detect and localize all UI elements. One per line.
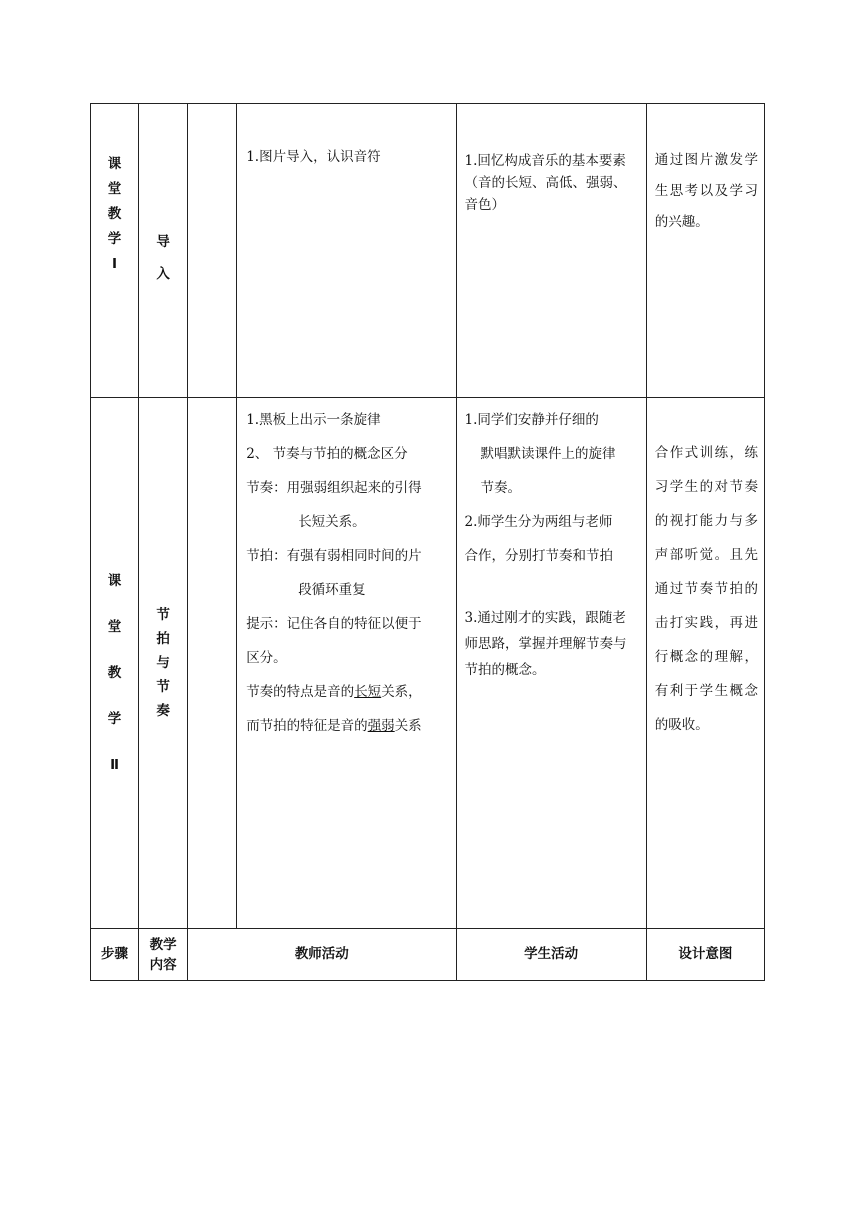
teacher-text: 节奏的特点是音的 — [246, 684, 355, 700]
lesson-plan-table — [90, 103, 765, 981]
student-line: 默唱默读课件上的旋律 — [480, 446, 616, 462]
header-design: 设计意图 — [646, 929, 764, 981]
step-char: Ⅱ — [110, 757, 119, 773]
teacher-text: 关系， — [381, 684, 422, 700]
teacher-line — [246, 675, 449, 709]
content-char: 入 — [156, 266, 170, 282]
student-activity-intro — [456, 104, 646, 398]
teacher-line: 长短关系。 — [298, 514, 366, 530]
teacher-activity-intro — [237, 104, 456, 398]
content-char: 拍 — [156, 631, 170, 647]
header-student: 学生活动 — [456, 929, 646, 981]
student-line: 节奏。 — [480, 480, 521, 496]
step-char: 课 — [107, 573, 122, 589]
teacher-line: 区分。 — [246, 650, 287, 666]
step-char: Ⅰ — [112, 256, 118, 272]
teacher-line: 提示：记住各自的特征以便于 — [246, 616, 422, 632]
content-cell-intro — [139, 104, 188, 398]
underlined-term: 长短 — [354, 684, 382, 700]
step-cell-rhythm — [91, 398, 139, 929]
design-text: 合作式训练，练习学生的对节奏的视打能力与多声部听觉。且先通过节奏节拍的击打实践，再进行概念的理解，有利于学生概念的吸收。 — [654, 445, 758, 733]
teacher-line — [246, 709, 449, 743]
teacher-line: 2、 节奏与节拍的概念区分 — [246, 446, 408, 462]
student-line: 合作，分别打节奏和节拍 — [464, 548, 613, 564]
table-header-row — [91, 929, 765, 981]
empty-cell-intro — [188, 104, 237, 398]
step-cell-intro — [91, 104, 139, 398]
header-content-bottom: 内容 — [149, 956, 177, 973]
student-activity-rhythm — [456, 398, 646, 929]
step-char: 课 — [107, 156, 122, 172]
student-line: 1.同学们安静并仔细的 — [464, 412, 599, 428]
teacher-line: 1.图片导入，认识音符 — [246, 149, 381, 165]
step-char: 堂 — [107, 181, 122, 197]
student-line: 节拍的概念。 — [464, 662, 546, 678]
teacher-line: 节拍：有强有弱相同时间的片 — [246, 548, 422, 564]
underlined-term: 强弱 — [367, 718, 395, 734]
teacher-line: 节奏：用强弱组织起来的引得 — [246, 480, 422, 496]
teacher-text: 而节拍的特征是音的 — [246, 718, 368, 734]
header-content-top: 教学 — [149, 936, 177, 953]
design-intent-rhythm — [646, 398, 764, 929]
step-char: 堂 — [107, 619, 122, 635]
empty-cell-rhythm — [188, 398, 237, 929]
teacher-activity-rhythm — [237, 398, 456, 929]
step-char: 学 — [107, 231, 122, 247]
student-line: 2.师学生分为两组与老师 — [464, 514, 613, 530]
content-char: 奏 — [156, 703, 170, 719]
content-char: 导 — [156, 234, 170, 250]
header-content — [139, 929, 188, 981]
design-intent-intro — [646, 104, 764, 398]
design-text: 通过图片激发学生思考以及学习的兴趣。 — [654, 152, 758, 230]
step-char: 教 — [107, 665, 122, 681]
teacher-line: 段循环重复 — [298, 582, 366, 598]
content-char: 节 — [156, 679, 170, 695]
teacher-line: 1.黑板上出示一条旋律 — [246, 412, 381, 428]
teacher-text: 关系 — [394, 718, 422, 734]
step-char: 教 — [107, 206, 122, 222]
student-line: 师思路，掌握并理解节奏与 — [464, 636, 627, 652]
content-char: 与 — [156, 655, 170, 671]
header-step: 步骤 — [91, 929, 139, 981]
student-line: 3.通过刚才的实践，跟随老 — [464, 610, 626, 626]
student-text: 1.回忆构成音乐的基本要素（音的长短、高低、强弱、音色） — [464, 153, 627, 213]
table-row-rhythm — [91, 398, 765, 929]
content-char: 节 — [156, 607, 170, 623]
content-cell-rhythm — [139, 398, 188, 929]
spacer — [465, 573, 640, 605]
header-teacher: 教师活动 — [188, 929, 456, 981]
step-char: 学 — [107, 711, 122, 727]
table-row-intro — [91, 104, 765, 398]
